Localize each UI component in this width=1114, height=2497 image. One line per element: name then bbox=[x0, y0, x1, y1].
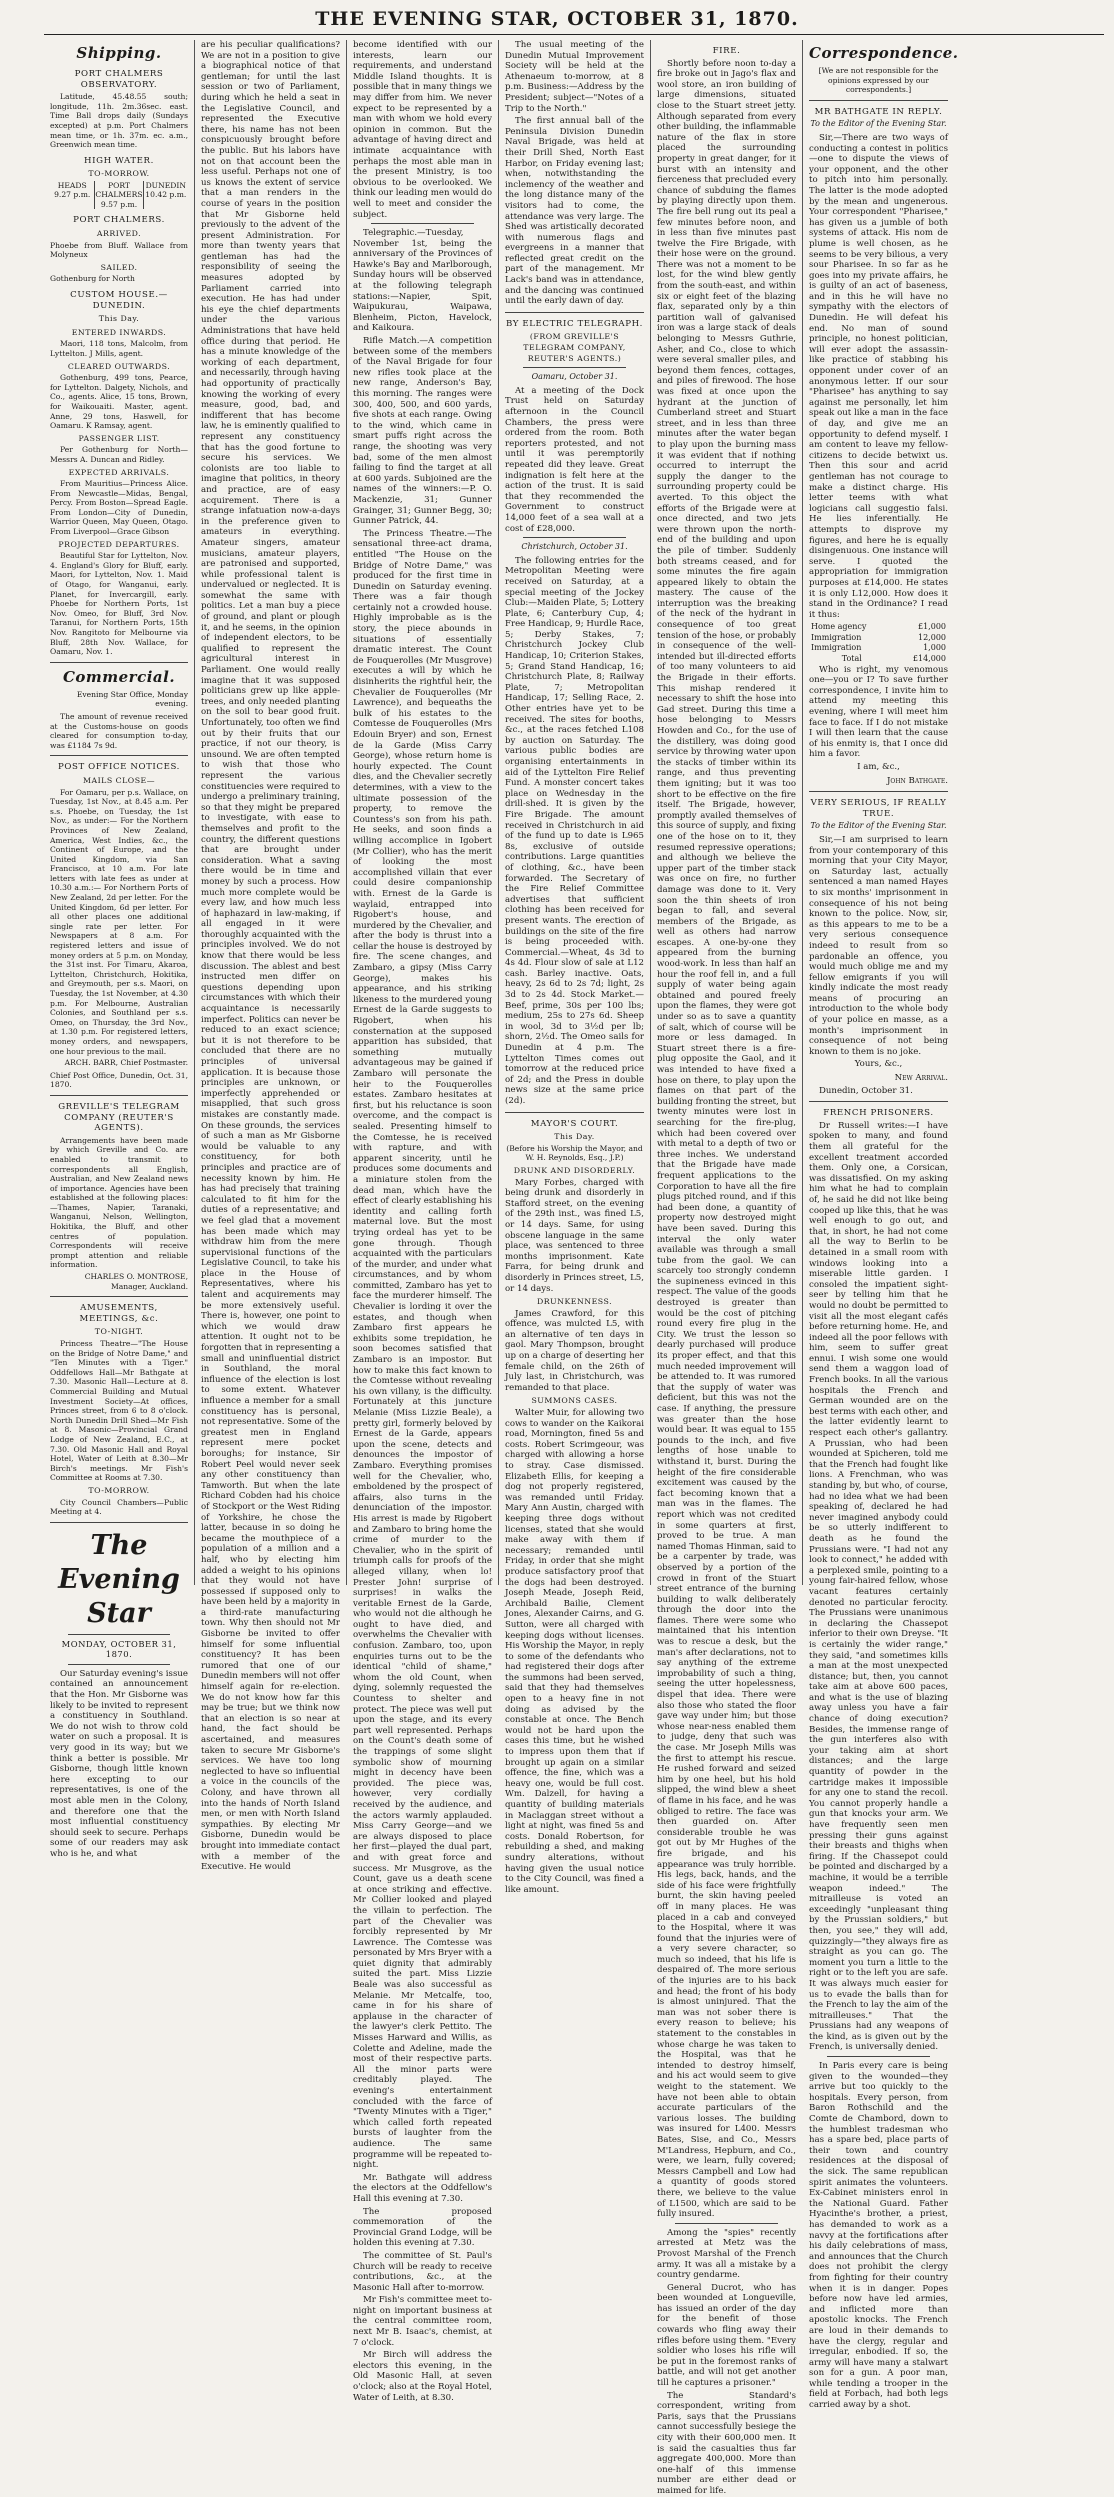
estimate-amount: £1,000 bbox=[918, 622, 946, 632]
spies-paragraph: Among the "spies" recently arrested at Metz was the Provost Marshal of the French army. It was all a mistake by a country gendarme. bbox=[657, 2227, 796, 2281]
mayors-court-bench: (Before his Worship the Mayor, and W. H. Reynolds, Esq., J.P.) bbox=[506, 1143, 643, 1163]
table-row bbox=[809, 633, 948, 644]
estimate-total: £14,000 bbox=[912, 654, 946, 664]
very-serious-to: To the Editor of the Evening Star. bbox=[810, 821, 947, 831]
divider bbox=[50, 1296, 188, 1297]
amusements-heading: AMUSEMENTS, MEETINGS, &c. bbox=[79, 1303, 159, 1324]
very-serious-signoff: Yours, &c., bbox=[854, 1059, 903, 1070]
estimate-amount: 12,000 bbox=[918, 632, 946, 642]
leader-text: Our Saturday evening's issue contained an announcement that the Hon. Mr Gisborne was likely to be invited to represent a constituency in Southland. We do not wish to throw cold water on such a proposal. It is very good in its way; but we think a better is possible. Mr Gisborne, though little known here excepting to our representatives, is one of the most able men in the Colony, and therefore one that the most influential constituency should seek to secure. Perhaps some of our readers may ask who is he, and what bbox=[50, 1668, 188, 1859]
estimate-label: Immigration bbox=[811, 643, 862, 653]
drunk-disorderly-text: Mary Forbes, charged with being drunk and disorderly in Stafford street, on the evening of the 29th inst., was fined L5, or 14 days. Same, for using obscene language in the same place, was sentenced to three months imprisonment. Kate Farra, for being drunk and disorderly in Princes street, L5, or 14 days. bbox=[505, 1177, 644, 1294]
arrived-text: Phoebe from Bluff. Wallace from Molyneux bbox=[50, 240, 188, 260]
estimate-label: Home agency bbox=[811, 622, 867, 632]
theatre-paragraph: The Princess Theatre.—The sensational three-act drama, entitled "The House on the Bridge of Notre Dame," was produced for the first time in Dunedin on Saturday evening. There was a fair though certainly not a crowded house. Highly improbable as is the story, the piece abounds in situations of essentially dramatic interest. The Count de Fouquerolles (Mr Musgrove) executes a will by which he disinherits the rightful heir, the Chevalier de Fouquerolles (Mr Lawrence), and bequeaths the bulk of his estates to the Comtesse de Fouquerolles (Mrs Edouin Bryer) and son, Ernest de la Garde (Miss Carry George), whose return home is hourly expected. The Count dies, and the Chevalier secretly determines, with a view to the ultimate possession of the property, to remove the Countess's son from his path. He seeks, and soon finds a willing accomplice in Igobert (Mr Collier), who has the merit of looking the most accomplished villain that ever could desire companionship with. Ernest de la Garde is waylaid, entrapped into Rigobert's house, and murdered by the Chevalier, and after the body is thrust into a cellar the house is destroyed by fire. The scene changes, and Zambaro, a gipsy (Miss Carry George), makes his appearance, and his striking likeness to the murdered young Ernest de la Garde suggests to Rigobert, when his consternation at the supposed apparition has subsided, that something mutually advantageous may be gained if Zambaro will personate the heir to the Fouquerolles estates. Zambaro hesitates at first, but his reluctance is soon overcome, and the compact is sealed. Presenting himself to the Comtesse, he is received with rapture, and with apparent sincerity, until he produces some documents and a miniature stolen from the dead man, which have the effect of clearly establishing his identity and calling forth maternal love. But the most trying ordeal has yet to be gone through. Though acquainted with the particulars of the murder, and under what circumstances, and by whom committed, Zambaro has yet to face the murderer himself. The Chevalier is lording it over the estates, and though when Zambaro first appears he exhibits some trepidation, he soon becomes satisfied that Zambaro is an impostor. But how to make this fact known to the Comtesse without revealing his own villany, is the difficulty. Fortunately at this juncture Melanie (Miss Lizzie Beale), a pretty girl, formerly beloved by Ernest de la Garde, appears upon the scene, detects and denounces the impostor of Zambaro. Everything promises well for the Chevalier, who, emboldened by the prospect of affairs, also turns in the denunciation of the impostor. His arrest is made by Rigobert and Zambaro to bring home the crime of murder to the Chevalier, who in the spirit of triumph calls for proofs of the alleged villany, when lo! Prester John! surprise of surprises! in walks the veritable Ernest de la Garde, who would not die although he ought to have died, and overwhelms the Chevalier with confusion. Zambaro, too, upon enquiries turns out to be the identical "child of shame," whom the old Count, when dying, solemnly requested the Countess to shelter and protect. The piece was well put upon the stage, and its every part well represented. Perhaps on the Count's death some of the trappings of some slight symbolic show of mourning might in decency have been provided. The piece was, however, very cordially received by the audience, and the actors warmly applauded. Miss Carry George—and we are always disposed to place her first—played the dual part, and with great force and success. Mr Musgrove, as the Count, gave us a death scene at once striking and effective. Mr Collier looked and played the villain to perfection. The part of the Chevalier was forcibly represented by Mr Lawrence. The Comtesse was personated by Mrs Bryer with a quiet dignity that admirably suited the part. Miss Lizzie Beale was also successful as Melanie. Mr Metcalfe, too, came in for his share of applause in the character of the lawyer's clerk Pettito. The Misses Harward and Willis, as Colette and Adeline, made the most of their respective parts. All the minor parts were creditably played. The evening's entertainment concluded with the farce of "Twenty Minutes with a Tiger," which called forth repeated bursts of laughter from the audience. The same programme will be repeated to-night. bbox=[353, 528, 493, 2171]
estimate-label: Immigration bbox=[811, 632, 862, 642]
shipping-title: Shipping. bbox=[76, 44, 162, 62]
table-row-total bbox=[809, 654, 948, 665]
mutual-improvement-notice: The usual meeting of the Dunedin Mutual Improvement Society will be held at the Athenaeum to-morrow, at 8 p.m. Business:—Address by the President; subject—"Notes of a Trip to the North." bbox=[505, 40, 644, 114]
column-1 bbox=[44, 40, 194, 1859]
arrived-label: ARRIVED. bbox=[96, 229, 142, 239]
divider bbox=[827, 2056, 930, 2057]
column-5 bbox=[650, 40, 802, 2496]
bathgate-reply-to: To the Editor of the Evening Star. bbox=[810, 119, 947, 129]
evening-star-title: The Evening Star bbox=[58, 1529, 180, 1629]
christchurch-report: The following entries for the Metropolitan Meeting were received on Saturday, at a special meeting of the Jockey Club:—Maiden Plate, 5; Lottery Plate, 6; Canterbury Cup, 4; Free Handicap, 9; Hurdle Race, 5; Derby Stakes, 7; Christchurch Jockey Club Handicap, 10; Criterion Stakes, 5; Grand Stand Handicap, 16; Christchurch Plate, 8; Railway Plate, 7; Metropolitan Handicap, 17; Selling Race, 2. Other entries have yet to be received. The sites for booths, &c., at the races fetched L108 by auction on Saturday. The various public bodies are organising entertainments in aid of the Lyttelton Fire Relief Fund. A monster concert takes place on Wednesday in the drill-shed. It is given by the Fire Brigade. The amount received in Christchurch in aid of the fund up to date is L965 8s, exclusive of outside contributions. Large quantities of clothing, &c., have been forwarded. The Secretary of the Fire Relief Committee advertises that sufficient clothing has been received for present wants. The erection of buildings on the site of the fire is being proceeded with. Commercial.—Wheat, 4s 3d to 4s 4d. Flour slow of sale at L12 cash. Barley inactive. Oats, heavy, 2s 6d to 2s 7d; light, 2s 3d to 2s 4d. Stock Market.—Beef, prime, 30s per 100 lbs; medium, 25s to 27s 6d. Sheep in wool, 3d to 3½d per lb; shorn, 2½d. The Omeo sails for Dunedin at 4 p.m. The Lyttelton Times comes out tomorrow at the reduced price of 2d; and the Press in double news size at the same price (2d). bbox=[505, 555, 644, 1106]
bathgate-reply-text: Sir,—There are two ways of conducting a contest in politics—one to dispute the views of your opponent, and the other to pitch into him personally. The latter is the mode adopted by the mean and ungenerous. Your correspondent "Pharisee," has given us a jumble of both systems of attack. His nom de plume is well chosen, as he seems to be very bilious, a very sour Pharisee. In so far as he goes into my private affairs, he is guilty of an act of baseness, and in this he will have no sympathy with the electors of Dunedin. He will defeat his end. No man of sound principle, no honest politician, will ever adopt the assassin-like practice of stabbing his opponent under cover of an anonymous letter. If our sour "Pharisee" has anything to say against me personally, let him speak out like a man in the face of day, and give me an opportunity to defend myself. I am content to leave my fellow-citizens to decide betwixt us. Then this sour and acrid gentleman has not courage to make a distinct charge. His letter teems with what logicians call suggestio falsi. He lies inferentially. He attempts to disprove my figures, and here he is equally disingenuous. One instance will serve. I quoted the appropriation for immigration purposes at £14,000. He states it is only L12,000. How does it stand in the Ordinance? I read it thus: bbox=[809, 132, 948, 620]
projected-text: Beautiful Star for Lyttelton, Nov. 4. England's Glory for Bluff, early. Maori, for Lyttelton, Nov. 1. Maid of Otago, for Wanganui, early. Planet, for Invercargill, early. Phoebe for Northern Ports, 1st Nov. Omeo, for Bluff, 3rd Nov. Taranui, for Northern Ports, 15th Nov. Rangitoto for Melbourne via Bluff, 28th Nov. Wallace, for Oamaru, Nov. 1. bbox=[50, 551, 188, 657]
expected-label: EXPECTED ARRIVALS. bbox=[68, 467, 170, 477]
bathgate-signoff: I am, &c., bbox=[857, 762, 900, 772]
tide-dunedin: DUNEDIN 10.42 p.m. bbox=[143, 181, 188, 210]
entered-label: ENTERED INWARDS. bbox=[71, 327, 167, 337]
passenger-text: Per Gothenburg for North—Messrs A. Duncan and Ridley. bbox=[50, 445, 188, 464]
customs-this-day: This Day. bbox=[98, 314, 140, 324]
post-office-heading: POST OFFICE NOTICES. bbox=[58, 762, 180, 773]
summons-text: Walter Muir, for allowing two cows to wander on the Kaikorai road, Mornington, fined 5s and costs. Robert Scrimgeour, was charged with allowing a horse to stray. Case dismissed. Elizabeth Ellis, for keeping a dog not properly registered, was remanded until Friday. Mary Ann Austin, charged with keeping three dogs without licenses, stated that she would make away with them if necessary; remanded until Friday, in order that she might produce satisfactory proof that the dogs had been destroyed. Joseph Meade, Joseph Reid, Archibald Bailie, Clement Jones, Alexander Cairns, and G. Sutton, were all charged with keeping dogs without licenses. His Worship the Mayor, in reply to some of the defendants who had registered their dogs after the summons had been served, said that they had themselves open to a heavy fine in not doing as advised by the constable at once. The Bench would not be hard upon the cases this time, but he wished to impress upon them that if brought up again on a similar offence, the fine, which was a heavy one, would be full cost. Wm. Dalzell, for having a quantity of building materials in Maclaggan street without a light at night, was fined 5s and costs. Donald Robertson, for rebuilding a shed, and making sundry alterations, without having given the usual notice to the City Council, was fined a like amount. bbox=[505, 1408, 644, 1895]
leader-continued: are his peculiar qualifications? We are not in a position to give a biographical notice of that gentleman; for until the last session or two of Parliament, during which he held a seat in the Legislative Council, and represented the Executive there, his name has not been conspicuously brought before the public. But his labors have not on that account been the less useful. Perhaps not one of us knows the extent of service that a man renders in the course of years in the position that Mr Gisborne held previously to the advent of the present Administration. For more than twenty years that gentleman has had the responsibility of seeing the measures adopted by Parliament carried into execution. He has had under his eye the chief departments under the various Administrations that have held office during that period. He has a minute knowledge of the working of each department, and necessarily, through having had opportunity of practically knowing the working of every measure, good, bad, and indifferent that has become law, he is eminently qualified to represent any constituency that has the good fortune to secure his services. We colonists are too liable to imagine that politics, in theory and practice, are of easy acquirement. There is a strange infatuation now-a-days in the preference given to amateurs in everything. Amateur singers, amateur musicians, amateur players, are patronised and supported, while professional talent is undervalued or neglected. It is somewhat the same with politics. Let a man buy a piece of ground, and plant or plough it, and he seems, in the opinion of independent electors, to be qualified to represent the agricultural interest in Parliament. One would really imagine that it was supposed politicians grew up like apple-trees, and only needed planting on the soil to bear good fruit. Unfortunately, too often we find out by their fruits that our practice, if not our theory, is unsound. We are often tempted to wish that those who represent the various constituencies were required to undergo a preliminary training, so that they might be prepared to investigate, with ease to themselves and profit to the country, the different questions that are brought under consideration. What a saving there would be in time and money by such a process. How much more complete would be every law, and how much less of haphazard in law-making, if all engaged in it were thoroughly acquainted with the principles involved. We do not know that there would be less discussion. The ablest and best instructed men differ on questions depending upon circumstances with which their acquaintance is necessarily imperfect. Politics can never be reduced to an exact science; but it is not therefore to be concluded that there are no principles of universal application. It is because those principles are unknown, or imperfectly apprehended or misapplied, that such gross mistakes are constantly made. On these grounds, the services of such a man as Mr Gisborne would be valuable to any constituency, for both principles and practice are of necessity known by him. He has had precisely that training calculated to fit him for the duties of a representative; and we feel glad that a movement has been made which may withdraw him from the mere supervisional functions of the Legislative Council, to take his place in the House of Representatives, where his talent and acquirements may be more extensively useful. There is, however, one point to which we would draw attention. It ought not to be forgotten that in representing a small and uninfluential district in Southland, the moral influence of the election is lost to some extent. Whatever influence a member for a small constituency has is personal, not representative. Some of the greatest men in England represent mere pocket boroughs; for instance, Sir Robert Peel would never seek any other constituency than Tamworth. But when the late Richard Cobden had his choice of Stockport or the West Riding of Yorkshire, he chose the latter, because in so doing he became the mouthpiece of a population of a million and a half, who by electing him added a weight to his opinions that they would not have possessed if supposed only to have been held by a majority in a third-rate manufacturing town. Why then should not Mr Gisborne be invited to offer himself for some influential constituency? It has been rumored that one of our Dunedin members will not offer himself again for re-election. We do not know how far this may be true; but we think now that an election is so near at hand, the fact should be ascertained, and measures taken to secure Mr Gisborne's services. We have too long neglected to have so influential a voice in the councils of the Colony, and have thrown all into the hands of North Island men, or men with North Island sympathies. By electing Mr Gisborne, Dunedin would be brought into immediate contact with a member of the Executive. He would bbox=[201, 40, 341, 1873]
french-prisoners-text: Dr Russell writes:—I have spoken to many, and found them all grateful for the excellent treatment accorded them. Only one, a Corsican, was dissatisfied. On my asking him what he had to complain of, he said he did not like being cooped up like this, that he was well enough to go out, and that, in short, he had not come all the way to Berlin to be detained in a small room with windows looking into a miserable little garden. I consoled the impatient sight-seer by telling him that he would no doubt be permitted to visit all the most elegant cafés before returning home. He, and indeed all the poor fellows with him, seem to suffer great ennui. I wish some one would send them a waggon load of French books. In all the various hospitals the French and German wounded are on the best terms with each other, and the latter evidently learnt to respect each other's gallantry. A Prussian, who had been wounded at Spicheren, told me that the French had fought like lions. A Frenchman, who was standing by, but who, of course, had no idea what we had been speaking of, declared he had never imagined anybody could be so utterly indifferent to death as he found the Prussians were. "I had not any look to connect," he added with a perplexed smile, pointing to a young fair-haired fellow, whose vacant features certainly denoted no particular ferocity. The Prussians were unanimous in declaring the Chassepot inferior to their own Dreyse. "It is certainly the wider range," they said, "and sometimes kills a man at the most unexpected distance; but, then, you cannot take aim at above 600 paces, and what is the use of blazing away unless you have a fair chance of doing execution? Besides, the immense range of the gun interferes also with your taking aim at short distances; and the large quantity of powder in the cartridge makes it impossible for any one to stand the recoil. You cannot properly handle a gun that knocks your arm. We have frequently seen men pressing their guns against their breasts and thighs when firing. If the Chassepot could be pointed and discharged by a machine, it would be a terrible weapon indeed." The mitrailleuse is voted an exceedingly "unpleasant thing by the Prussian soldiers," but then, you see," they will add, quizzingly—"they always fire as straight as you can go. The moment you turn a little to the right or to the left you are safe. It was always much easier for us to evade the balls than for the French to lay the aim of the mitrailleuses." That the Prussians had any weapons of the kind, as is given out by the French, is universally denied. bbox=[809, 1120, 948, 2053]
divider bbox=[68, 1664, 170, 1665]
masthead: THE EVENING STAR, OCTOBER 31, 1870. bbox=[315, 8, 799, 30]
post-office-signature: ARCH. BARR, Chief Postmaster. bbox=[64, 1058, 188, 1068]
commercial-dateline: Evening Star Office, Monday evening. bbox=[76, 689, 188, 709]
very-serious-text: Sir,—I am surprised to learn from your contemporary of this morning that your City Mayor, on Saturday last, actually sentenced a man named Hayes to six months' imprisonment in consequence of his not being known to the police. Now, sir, as this appears to me to be a very serious consequence indeed to result from so pardonable an offence, you would much oblige me and my fellow emigrants if you will kindly indicate the most ready means of procuring an introduction to the whole body of your police en masse, as a month's imprisonment in consequence of not being known to them is no joke. bbox=[809, 834, 948, 1057]
post-office-place: Chief Post Office, Dunedin, Oct. 31, 1870. bbox=[50, 1070, 188, 1090]
very-serious-date: Dunedin, October 31. bbox=[819, 1085, 913, 1096]
st-pauls-notice: The committee of St. Paul's Church will be ready to receive contributions, &c., at the Masonic Hall after to-morrow. bbox=[353, 2250, 492, 2293]
observatory-text: Latitude, 45.48.55 south; longitude, 11h. 2m.36sec. east. Time Ball drops daily (Sundays excepted) at p.m. Port Chalmers mean time, or 1h. 37m. ec. a.m., Greenwich mean time. bbox=[50, 92, 188, 150]
french-prisoners-heading: FRENCH PRISONERS. bbox=[823, 1108, 934, 1119]
greville-signature: CHARLES O. MONTROSE, Manager, Auckland. bbox=[84, 1272, 188, 1291]
passenger-label: PASSENGER LIST. bbox=[78, 433, 160, 443]
drunkenness-heading: DRUNKENNESS. bbox=[536, 1297, 613, 1307]
port-heading: PORT CHALMERS. bbox=[73, 215, 165, 226]
oamaru-report: At a meeting of the Dock Trust held on Saturday afternoon in the Council Chambers, the press were ordered from the room. Both reporters protested, and not until it was peremptorily repeated did they leave. Great indignation is felt here at the action of the trust. It is said that they recommended the Government to construct 14,000 feet of a sea wall at a cost of £28,000. bbox=[505, 385, 644, 534]
amusements-tomorrow-text: City Council Chambers—Public Meeting at 4. bbox=[50, 1497, 188, 1517]
customs-heading: CUSTOM HOUSE.—DUNEDIN. bbox=[70, 290, 168, 311]
observatory-heading: PORT CHALMERS OBSERVATORY. bbox=[74, 69, 164, 90]
mayors-court-heading: MAYOR'S COURT. bbox=[530, 1118, 619, 1129]
fish-committee-notice: Mr Fish's committee meet to-night on important business at the central committee room, next Mr B. Isaac's, chemist, at 7 o'clock. bbox=[353, 2295, 492, 2348]
divider bbox=[68, 1634, 170, 1635]
very-serious-heading: VERY SERIOUS, IF REALLY TRUE. bbox=[810, 798, 947, 819]
amusements-tonight: TO-NIGHT. bbox=[94, 1327, 144, 1337]
naval-ball-paragraph: The first annual ball of the Peninsula Division Dunedin Naval Brigade, was held at their Drill Shed, North East Harbor, on Friday evening last; when, notwithstanding the inclemency of the weather and the long distance many of the visitors had to come, the attendance was very large. The Shed was artistically decorated with numerous flags and evergreens in a manner that reflected great credit on the part of the management. Mr Lack's band was in attendance, and the dancing was continued until the early dawn of day. bbox=[505, 116, 644, 307]
fire-report: Shortly before noon to-day a fire broke out in Jago's flax and wool store, an iron building of large dimensions, situated close to the Stuart street jetty. Although separated from every other building, the inflammable nature of the flax in store placed the surrounding property in great danger, for it burst with an intensity and fierceness that precluded every chance of subduing the flames by playing directly upon them. The fire bell rung out its peal a few minutes before noon, and in less than five minutes past twelve the Fire Brigade, with their hose were on the ground. There was not a moment to be lost, for the wind blew gently from the south-east, and within six or eight feet of the blazing flax, separated only by a thin partition wall of galvanised iron was a large stack of deals belonging to Messrs Guthrie, Asher, and Co., close to which were several smaller piles, and beyond them fences, cottages, and piles of firewood. The hose was fixed at once upon the hydrant at the junction of Cumberland street and Stuart street, and in less than three minutes after the water began to play upon the burning mass it was evident that if nothing occurred to interrupt the supply the danger to the surrounding property could be averted. To this object the efforts of the Brigade were at once directed, and two jets were thrown upon the north-end of the building and upon the pile of timber. Suddenly both streams ceased, and for some minutes the fire again appeared likely to obtain the mastery. The cause of the interruption was the breaking of the neck of the hydrant in consequence of too great tension of the hose, or probably in consequence of the well-intended but ill-directed efforts of too many volunteers to aid the Brigade in their efforts. This mishap rendered it necessary to shift the hose into Gad street. During this time a hose belonging to Messrs Howden and Co., for the use of the distillery, was doing good service by throwing water upon the stacks of timber within its range, and thus preventing them igniting; but it was too short to be effective on the fire itself. The Brigade, however, promptly availed themselves of this source of supply, and fixing one of the hose on to it, they resumed repressive operations; and although we believe the upper part of the timber stack was once on fire, no further damage was done to it. Very soon the thin sheets of iron began to fall, and several members of the Brigade, as well as others had narrow escapes. A one-by-one they appeared from the burning wood-work. In less than half an hour the roof fell in, and a full supply of water being again obtained and poured freely upon the flames, they were got under so as to save a quantity of salt, which of course will be more or less damaged. In Stuart street there is a fire-plug opposite the Gaol, and it was intended to have fixed a hose on there, to play upon the flames on that part of the building fronting the street, but twenty minutes were lost in searching for the fire-plug, which had been covered over with metal to a depth of two or three inches. We understand that the Brigade have made frequent applications to the Corporation to have all the fire plugs pitched round, and if this had been done, a quantity of property now destroyed might have been saved. During this interval the only water available was through a small tube from the gaol. We can scarcely too strongly condemn the supineness evinced in this respect. The value of the goods destroyed is greater than would be the cost of pitching round every fire plug in the City. We trust the lesson so dearly purchased will produce its proper effect, and that this much needed improvement will be attended to. It was rumored that the supply of water was deficient, but this was not the case. If anything, the pressure was greater than the hose would bear. It was equal to 155 pounds to the inch, and five lengths of hose unable to withstand it, burst. During the height of the fire considerable excitement was caused by the fact becoming known that a man was in the flames. The report which was not credited in some quarters at first, proved to be true. A man named Thomas Hinman, said to be a carpenter by trade, was observed by a portion of the crowd in front of the Stuart street entrance of the burning building to walk deliberately through the door into the flames. There were some who maintained that his intention was to rescue a desk, but the man's after declarations, not to say anything of the extreme improbability of such a thing, seeing the utter hopelessness, dispel that idea. There were also those who stated the floor gave way under him; but those whose near-ness enabled them to judge, deny that such was the case. Mr Joseph Mills was the first to attempt his rescue. He rushed forward and seized him by one heel, but his hold slipped, the wind blew a sheet of flame in his face, and he was obliged to retire. The face was then guarded on. After considerable trouble he was got out by Mr Hughes of the fire brigade, and his appearance was truly horrible. His legs, back, hands, and the side of his face were frightfully burnt, the skin having peeled off in many places. He was placed in a cab and conveyed to the Hospital, where it was found that the injuries were of a very severe character, so much so indeed, that his life is despaired of. The more serious of the injuries are to his back and head; the front of his body is almost uninjured. That the man was not sober there is every reason to believe; his statement to the constables in whose charge he was taken to the Hospital, was that he intended to destroy himself, and his act would seem to give weight to the statement. We have not been able to obtain accurate particulars of the various losses. The building was insured for L400. Messrs Bates, Sise, and Co., Messrs M'Landress, Hepburn, and Co., were, we learn, fully covered; Messrs Campbell and Low had a quantity of goods stored there, we believe to the value of L1500, which are said to be fully insured. bbox=[657, 58, 796, 2220]
birch-notice: Mr Birch will address the electors this evening, in the Old Masonic Hall, at seven o'clock; also at the Royal Hotel, Water of Leith, at 8.30. bbox=[353, 2350, 492, 2403]
divider bbox=[523, 367, 626, 368]
bathgate-notice: Mr. Bathgate will address the electors at the Oddfellow's Hall this evening at 7.30. bbox=[353, 2172, 492, 2204]
commercial-text: The amount of revenue received at the Customs-house on goods cleared for consumption to-day, was £1184 7s 9d. bbox=[50, 711, 188, 750]
high-water-tomorrow: TO-MORROW. bbox=[88, 169, 150, 179]
cleared-text: Gothenburg, 499 tons, Pearce, for Lyttelton. Dalgety, Nichols, and Co., agents. Alice, 15 tons, Brown, for Waikouaiti. Master, agent. Anne, 29 tons, Haswell, for Oamaru. K Ramsay, agent. bbox=[50, 373, 188, 431]
drunk-disorderly-heading: DRUNK AND DISORDERLY. bbox=[513, 1165, 636, 1175]
cleared-label: CLEARED OUTWARDS. bbox=[67, 361, 171, 371]
bathgate-reply-heading: MR BATHGATE IN REPLY. bbox=[814, 106, 943, 117]
entered-text: Maori, 118 tons, Malcolm, from Lyttelton. J Mills, agent. bbox=[50, 339, 188, 358]
mayors-court-day: This Day. bbox=[554, 1132, 595, 1142]
estimates-table bbox=[809, 622, 948, 664]
column-6 bbox=[802, 40, 959, 2411]
greville-heading: GREVILLE'S TELEGRAM COMPANY (REUTER'S AGENTS). bbox=[58, 1101, 180, 1134]
amusements-text: Princess Theatre—"The House on the Bridge of Notre Dame," and "Ten Minutes with a Tiger." Oddfellows Hall—Mr Bathgate at 7.30. Masonic Hall—Lecture at 8. Commercial Building and Mutual Investment Society—At offices, Princes street, from 6 to 8 o'clock. North Dunedin Drill Shed—Mr Fish at 8. Masonic—Provincial Grand Lodge of New Zealand, E.C., at 7.30. Old Masonic Hall and Royal Hotel, Water of Leith at 8.30—Mr Birch's meetings. Mr Fish's Committee at Rooms at 7.30. bbox=[50, 1339, 188, 1483]
drunkenness-text: James Crawford, for this offence, was mulcted L5, with an alternative of ten days in gaol. Mary Thompson, brought up on a charge of deserting her female child, on the 26th of July last, in Christchurch, was remanded to that place. bbox=[505, 1308, 644, 1393]
divider bbox=[809, 1101, 948, 1102]
ducrot-paragraph: General Ducrot, who has been wounded at Longueville, has issued an order of the day for the benefit of those cowards who fling away their rifles before using them. "Every soldier who loses his rifle will be put in the foremost ranks of battle, and will not get another till he captures a prisoner." bbox=[657, 2282, 796, 2389]
correspondence-note: [We are not responsible for the opinions expressed by our correspondents.] bbox=[818, 66, 939, 95]
sailed-label: SAILED. bbox=[100, 262, 138, 272]
commercial-title: Commercial. bbox=[62, 667, 176, 686]
evening-star-date: MONDAY, OCTOBER 31, 1870. bbox=[61, 1638, 177, 1660]
amusements-tomorrow: TO-MORROW. bbox=[88, 1485, 150, 1495]
divider bbox=[675, 2223, 778, 2224]
post-office-text: For Oamaru, per p.s. Wallace, on Tuesday, 1st Nov., at 8.45 a.m. Per s.s. Phoebe, on Tuesday, the 1st Nov., as under:— For the Northern Provinces of New Zealand, America, West Indies, &c., the Continent of Europe, and the United Kingdom, via San Francisco, at 10 a.m. For late letters with late fees as under at 10.30 a.m.:— For Northern Ports of New Zealand, 2d per letter. For the United Kingdom, 6d per letter. For all other places one additional single rate per letter. For Newspapers at 8 a.m. For registered letters and issue of money orders at 5 p.m. on Monday, the 31st inst. For Timaru, Akaroa, Lyttelton, Christchurch, Hokitika, and Greymouth, per s.s. Maori, on Tuesday, the 1st November, at 4.30 p.m. For Melbourne, Australian Colonies, and Southland per s.s. Omeo, on Thursday, the 3rd Nov., at 1.30 p.m. For registered letters, money orders, and newspapers, one hour previous to the mail. bbox=[50, 787, 188, 1056]
very-serious-signature: New Arrival. bbox=[894, 1073, 948, 1084]
divider bbox=[505, 312, 644, 313]
column-2 bbox=[194, 40, 346, 1873]
divider bbox=[809, 791, 948, 792]
standard-paragraph: The Standard's correspondent, writing from Paris, says that the Prussians cannot successfully besiege the city with their 600,000 men. It is said the casualties thus far aggregate 400,000. More than one-half of this immense number are either dead or maimed for life. bbox=[657, 2390, 796, 2496]
summons-heading: SUMMONS CASES. bbox=[531, 1396, 618, 1406]
divider bbox=[50, 1095, 188, 1096]
expected-text: From Mauritius—Princess Alice. From Newcastle—Midas, Bengal, Percy. From Boston—Spread Eagle. From London—City of Dunedin, Warrior Queen, May Queen, Otago. From Liverpool—Grace Gibson bbox=[50, 479, 188, 537]
projected-label: PROJECTED DEPARTURES. bbox=[58, 539, 180, 549]
fire-heading: FIRE. bbox=[712, 46, 741, 56]
table-row bbox=[809, 643, 948, 654]
rifle-match-paragraph: Rifle Match.—A competition between some of the members of the Naval Brigade for four new rifles took place at the new range, Anderson's Bay, this morning. The ranges were 300, 400, 500, and 600 yards, five shots at each range. Owing to the wind, which came in smart puffs right across the range, the shooting was very bad, some of the men almost failing to find the target at all at 600 yards. Subjoined are the names of the winners:—P. O. Mackenzie, 31; Gunner Grainger, 31; Gunner Begg, 30; Gunner Patrick, 44. bbox=[353, 336, 492, 527]
oamaru-dateline: Oamaru, October 31. bbox=[531, 372, 618, 382]
leader-conclusion: become identified with our interests, learn our requirements, and understand Middle Island thoughts. It is possible that in many things we may differ from him. We never expect to be represented by a man with whom we hold every opinion in common. But the advantage of having direct and intimate acquaintance with perhaps the most able man in the present Ministry, is too obvious to be overlooked. We think our leading men would do well to meet and consider the subject. bbox=[353, 40, 492, 220]
greville-text: Arrangements have been made by which Greville and Co. are enabled to transmit to correspondents all English, Australian, and New Zealand news of importance. Agencies have been established at the following places:—Thames, Napier, Taranaki, Wanganui, Nelson, Wellington, Hokitika, the Bluff, and other centres of population. Correspondents will receive prompt attention and reliable information. bbox=[50, 1135, 188, 1270]
column-4 bbox=[498, 40, 650, 1895]
bathgate-signature: John Bathgate. bbox=[886, 775, 948, 786]
divider bbox=[371, 223, 474, 224]
tide-heads: HEADS 9.27 p.m. bbox=[54, 180, 91, 200]
divider bbox=[809, 100, 948, 101]
table-row bbox=[809, 622, 948, 633]
estimate-amount: 1,000 bbox=[923, 643, 946, 653]
bathgate-reply-text-2: Who is right, my venomous one—you or I? To save further correspondence, I invite him to attend my meeting this evening, where I will meet him face to face. If I do not mistake I will then learn that the cause of his enmity is, that I once did him a favor. bbox=[809, 664, 948, 760]
sailed-text: Gothenburg for North bbox=[50, 274, 135, 284]
columns bbox=[44, 40, 1104, 2496]
mails-close: MAILS CLOSE— bbox=[82, 775, 156, 785]
high-water-heading: HIGH WATER. bbox=[84, 155, 154, 166]
correspondence-title: Correspondence. bbox=[809, 44, 959, 62]
estimate-total-label: Total bbox=[841, 654, 862, 664]
column-3 bbox=[346, 40, 498, 2403]
grand-lodge-notice: The proposed commemoration of the Provincial Grand Lodge, will be holden this evening at 7.30. bbox=[353, 2206, 492, 2249]
christchurch-dateline: Christchurch, October 31. bbox=[521, 542, 628, 552]
tide-port-chalmers: PORT CHALMERS 9.57 p.m. bbox=[95, 180, 143, 209]
divider bbox=[523, 537, 626, 538]
divider bbox=[50, 755, 188, 756]
divider bbox=[505, 1112, 644, 1113]
electric-telegraph-heading: BY ELECTRIC TELEGRAPH. bbox=[505, 318, 644, 329]
divider bbox=[50, 662, 188, 663]
tide-table bbox=[50, 181, 188, 210]
divider bbox=[50, 1522, 188, 1523]
telegraphic-paragraph: Telegraphic.—Tuesday, November 1st, being the anniversary of the Provinces of Hawke's Bay and Marlborough, Sunday hours will be observed at the following telegraph stations:—Napier, Spit, Waipukurau, Waipawa, Blenheim, Picton, Havelock, and Kaikoura. bbox=[353, 228, 492, 334]
electric-telegraph-source: (FROM GREVILLE'S TELEGRAM COMPANY, REUTER'S AGENTS.) bbox=[523, 332, 626, 363]
masthead-rule bbox=[44, 34, 1104, 35]
paris-paragraph: In Paris every care is being given to the wounded—they arrive but too quickly to the hospitals. Every person, from Baron Rothschild and the Comte de Chambord, down to the humblest tradesman who has a spare bed, place parts of their town and country residences at the disposal of the sick. The same republican spirit animates the volunteers. Ex-Cabinet ministers enrol in the National Guard. Father Hyacinthe's brother, a priest, has demanded to work as a navvy at the fortifications after his daily celebrations of mass, and announces that the Church does not prohibit the clergy from fighting for their country when it is in danger. Popes before now have led armies, and inflicted more than apostolic knocks. The French are loud in their demands to have the clergy, regular and irregular, enbodied. If so, the army will have many a stalwart son for a gun. A poor man, while tending a trooper in the field at Forbach, had both legs carried away by a shot. bbox=[809, 2061, 948, 2411]
